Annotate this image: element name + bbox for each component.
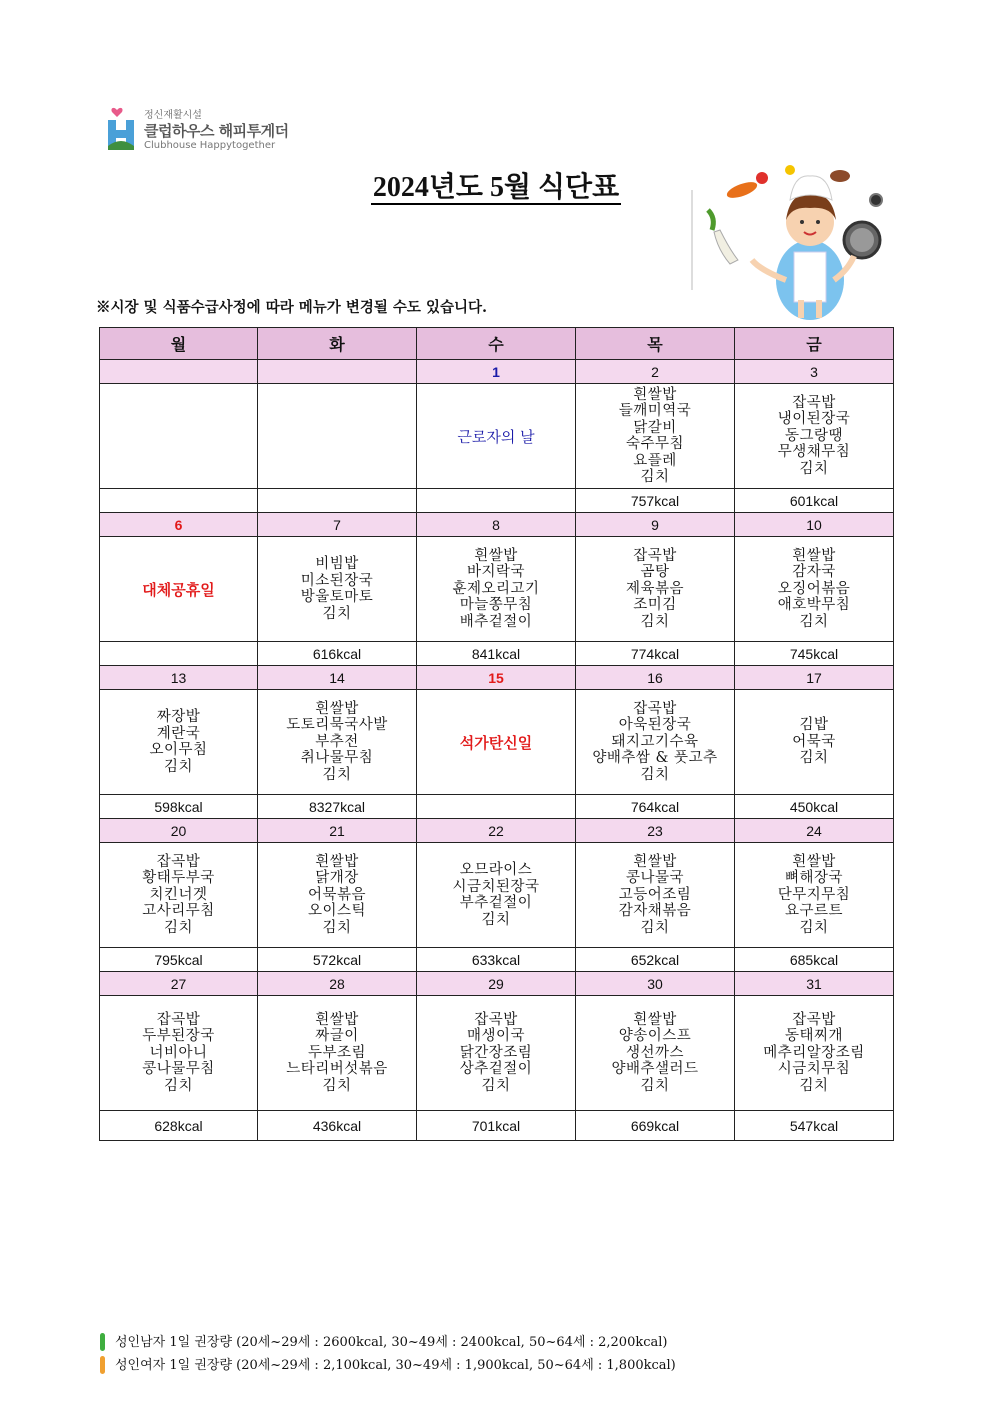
- menu-item: 숙주무침: [625, 436, 685, 452]
- kcal-row: [100, 642, 894, 666]
- menu-item: 치킨너겟: [149, 886, 208, 903]
- kcal-cell: [100, 642, 258, 666]
- menu-item: 김치: [640, 1077, 670, 1094]
- date-number: 6: [174, 516, 183, 533]
- menu-item: 두부조림: [307, 1044, 367, 1061]
- kcal-cell: 774kcal: [576, 642, 735, 666]
- menu-item: 오이무침: [149, 742, 208, 758]
- menu-item: 잡곡밥: [792, 1011, 836, 1028]
- date-row: [100, 360, 894, 384]
- date-number: 7: [333, 516, 341, 533]
- menu-item: 오이스틱: [307, 903, 367, 920]
- menu-item: 김치: [799, 460, 829, 477]
- kcal-cell: 795kcal: [100, 948, 258, 972]
- kcal-row: [100, 948, 894, 972]
- logo-english: Clubhouse Happytogether: [144, 140, 276, 151]
- menu-item: 계란국: [156, 725, 201, 742]
- menu-item: 김치: [163, 758, 193, 775]
- menu-item: 짜글이: [315, 1028, 359, 1045]
- menu-item: 양배추쌈 & 풋고추: [592, 750, 718, 767]
- menu-item: 흰쌀밥: [633, 1011, 677, 1028]
- menu-item: 너비아니: [149, 1044, 208, 1061]
- date-number: 27: [170, 975, 187, 992]
- chef-girl-illustration: [690, 160, 900, 320]
- kcal-cell: 616kcal: [258, 642, 417, 666]
- menu-cell: [576, 537, 735, 642]
- menu-item: 도토리묵국사발: [286, 717, 388, 734]
- date-cell: [258, 360, 417, 384]
- date-number: 15: [488, 669, 504, 686]
- date-row: [100, 666, 894, 690]
- menu-item: 어묵국: [792, 733, 836, 750]
- kcal-cell: 669kcal: [576, 1111, 735, 1141]
- menu-item: 흰쌀밥: [633, 386, 677, 403]
- date-number: 14: [329, 669, 345, 686]
- menu-cell: [576, 843, 735, 948]
- logo-small-text: 정신재활시설: [144, 110, 202, 121]
- kcal-cell: 547kcal: [735, 1111, 894, 1141]
- date-cell: [258, 513, 417, 537]
- date-cell: [100, 972, 258, 996]
- menu-item: 메추리알장조림: [763, 1044, 865, 1061]
- menu-item: 김치: [640, 766, 670, 783]
- menu-cell: [576, 996, 735, 1111]
- date-number: 17: [806, 669, 822, 686]
- menu-item: 잡곡밥: [633, 547, 677, 564]
- menu-item: 흰쌀밥: [474, 547, 518, 564]
- menu-item: 김치: [640, 613, 670, 630]
- menu-item: 부추겉절이: [459, 895, 533, 911]
- menu-item: 고사리무침: [142, 903, 215, 920]
- date-number: 9: [651, 516, 659, 533]
- menu-item: 김치: [322, 919, 352, 936]
- date-cell: [735, 819, 894, 843]
- date-cell: [735, 972, 894, 996]
- kcal-cell: 764kcal: [576, 795, 735, 819]
- menu-row: [100, 384, 894, 489]
- menu-cell: [417, 843, 576, 948]
- kcal-cell: 652kcal: [576, 948, 735, 972]
- kcal-row: [100, 795, 894, 819]
- menu-item: 닭개장: [315, 870, 359, 887]
- menu-item: 감자채볶음: [618, 903, 692, 920]
- kcal-cell: 701kcal: [417, 1111, 576, 1141]
- kcal-cell: 601kcal: [735, 489, 894, 513]
- menu-item: 양배추샐러드: [611, 1061, 699, 1078]
- date-number: 30: [647, 975, 663, 992]
- menu-cell: [735, 384, 894, 489]
- date-cell: [417, 513, 576, 537]
- kcal-cell: [417, 489, 576, 513]
- weekday-header: 화: [258, 328, 417, 360]
- menu-cell: [417, 537, 576, 642]
- date-number: 8: [492, 516, 500, 533]
- date-number: 28: [329, 975, 345, 992]
- menu-item: 잡곡밥: [792, 394, 836, 411]
- menu-cell: [258, 384, 417, 489]
- menu-item: 돼지고기수육: [611, 733, 699, 750]
- date-number: 20: [170, 822, 187, 839]
- menu-row: [100, 996, 894, 1111]
- menu-item: 동태찌개: [784, 1028, 844, 1045]
- menu-cell: [258, 690, 417, 795]
- date-cell: [735, 666, 894, 690]
- menu-item: 바지락국: [466, 564, 526, 581]
- menu-item: 훈제오리고기: [452, 580, 540, 597]
- date-number: 29: [488, 975, 504, 992]
- menu-row: [100, 843, 894, 948]
- kcal-cell: 745kcal: [735, 642, 894, 666]
- menu-item: 김치: [322, 1077, 352, 1094]
- menu-item: 콩나물국: [625, 870, 685, 887]
- menu-item: 고등어조림: [618, 886, 692, 903]
- menu-cell: [258, 996, 417, 1111]
- date-cell: [258, 972, 417, 996]
- menu-item: 잡곡밥: [156, 853, 201, 870]
- date-number: 23: [647, 822, 663, 839]
- menu-cell: [258, 843, 417, 948]
- menu-item: 흰쌀밥: [792, 853, 836, 870]
- kcal-cell: 572kcal: [258, 948, 417, 972]
- clubhouse-logo-icon: [104, 106, 138, 154]
- menu-item: 흰쌀밥: [315, 700, 359, 717]
- menu-item: 제육볶음: [625, 580, 685, 597]
- menu-cell: [735, 996, 894, 1111]
- menu-item: 김치: [799, 613, 829, 630]
- menu-item: 김치: [799, 750, 829, 767]
- menu-cell: [735, 690, 894, 795]
- menu-item: 미소된장국: [300, 572, 374, 589]
- kcal-cell: 628kcal: [100, 1111, 258, 1141]
- menu-item: 생선까스: [625, 1044, 685, 1061]
- menu-item: 김치: [322, 605, 352, 622]
- menu-cell: [417, 996, 576, 1111]
- kcal-cell: 450kcal: [735, 795, 894, 819]
- weekday-header: 금: [735, 328, 894, 360]
- menu-table: [99, 327, 894, 1141]
- weekday-header: 수: [417, 328, 576, 360]
- menu-item: 잡곡밥: [633, 700, 677, 717]
- menu-item: 어묵볶음: [307, 886, 367, 903]
- date-number: 3: [810, 363, 818, 380]
- menu-item: 김치: [481, 911, 511, 928]
- date-row: [100, 972, 894, 996]
- menu-cell: [735, 843, 894, 948]
- menu-item: 매생이국: [466, 1028, 526, 1045]
- date-cell: [100, 360, 258, 384]
- date-cell: [576, 666, 735, 690]
- kcal-cell: 841kcal: [417, 642, 576, 666]
- menu-item: 동그랑땡: [784, 427, 844, 444]
- menu-row: [100, 690, 894, 795]
- clubhouse-logo: [104, 100, 304, 160]
- menu-item: 요플레: [633, 452, 677, 469]
- date-cell: [417, 819, 576, 843]
- menu-item: 양송이스프: [618, 1028, 692, 1045]
- menu-cell: [100, 384, 258, 489]
- holiday-label: 근로자의 날: [457, 427, 535, 446]
- kcal-row: [100, 489, 894, 513]
- menu-item: 상추겉절이: [459, 1061, 533, 1078]
- menu-item: 비빔밥: [315, 556, 359, 572]
- date-cell: [100, 666, 258, 690]
- green-bar-icon: [100, 1333, 105, 1351]
- menu-item: 잡곡밥: [156, 1011, 201, 1028]
- menu-item: 아욱된장국: [618, 717, 692, 734]
- notice-text: ※시장 및 식품수급사정에 따라 메뉴가 변경될 수도 있습니다.: [96, 299, 488, 316]
- menu-cell: [417, 384, 576, 489]
- date-number: 1: [492, 363, 500, 380]
- date-cell: [735, 360, 894, 384]
- kcal-cell: 8327kcal: [258, 795, 417, 819]
- menu-item: 오므라이스: [459, 862, 533, 878]
- menu-item: 방울토마토: [300, 589, 374, 605]
- menu-item: 닭갈비: [633, 419, 677, 436]
- date-number: 21: [329, 822, 345, 839]
- menu-item: 흰쌀밥: [792, 547, 836, 564]
- menu-item: 김치: [481, 1077, 511, 1094]
- menu-item: 단무지무침: [777, 886, 851, 903]
- date-number: 10: [806, 516, 822, 533]
- menu-item: 뼈해장국: [784, 870, 844, 887]
- date-cell: [417, 972, 576, 996]
- menu-item: 배추겉절이: [459, 613, 533, 630]
- date-row: [100, 513, 894, 537]
- date-cell: [576, 360, 735, 384]
- menu-item: 취나물무침: [300, 750, 374, 767]
- menu-item: 김치: [799, 919, 829, 936]
- menu-item: 감자국: [792, 564, 836, 581]
- menu-item: 김치: [640, 469, 670, 485]
- menu-table-body: [100, 360, 894, 1141]
- date-cell: [258, 666, 417, 690]
- weekday-header: 월: [100, 328, 258, 360]
- menu-row: [100, 537, 894, 642]
- menu-item: 무생채무침: [777, 444, 851, 461]
- menu-item: 조미김: [633, 597, 677, 614]
- menu-item: 김치: [640, 919, 670, 936]
- holiday-label: 대체공휴일: [142, 580, 215, 599]
- kcal-cell: [258, 489, 417, 513]
- kcal-cell: 685kcal: [735, 948, 894, 972]
- menu-cell: [100, 537, 258, 642]
- menu-item: 애호박무침: [777, 597, 851, 614]
- kcal-cell: 757kcal: [576, 489, 735, 513]
- kcal-cell: 436kcal: [258, 1111, 417, 1141]
- menu-cell: [100, 996, 258, 1111]
- date-cell: [100, 513, 258, 537]
- date-number: 2: [651, 363, 659, 380]
- menu-item: 김치: [163, 1077, 193, 1094]
- date-cell: [576, 513, 735, 537]
- menu-cell: [735, 537, 894, 642]
- menu-item: 김치: [799, 1077, 829, 1094]
- date-cell: [576, 819, 735, 843]
- menu-cell: [100, 690, 258, 795]
- page-title-text: 2024년도 5월 식단표: [372, 172, 620, 203]
- kcal-cell: [417, 795, 576, 819]
- menu-item: 김치: [163, 919, 193, 936]
- kcal-cell: 598kcal: [100, 795, 258, 819]
- date-number: 22: [488, 822, 504, 839]
- menu-item: 황태두부국: [142, 870, 215, 887]
- menu-item: 김밥: [799, 717, 829, 734]
- weekday-header-row: [100, 328, 894, 360]
- menu-item: 두부된장국: [142, 1028, 215, 1045]
- date-number: 16: [647, 669, 663, 686]
- kcal-row: [100, 1111, 894, 1141]
- weekday-header: 목: [576, 328, 735, 360]
- menu-item: 흰쌀밥: [315, 1011, 359, 1028]
- menu-cell: [576, 690, 735, 795]
- date-number: 24: [806, 822, 822, 839]
- menu-item: 부추전: [315, 733, 359, 750]
- orange-bar-icon: [100, 1356, 105, 1374]
- date-cell: [258, 819, 417, 843]
- menu-item: 냉이된장국: [777, 411, 851, 428]
- menu-item: 콩나물무침: [142, 1061, 215, 1078]
- logo-name: 클럽하우스 해피투게더: [144, 122, 289, 140]
- date-cell: [735, 513, 894, 537]
- menu-cell: [100, 843, 258, 948]
- menu-cell: [576, 384, 735, 489]
- kcal-cell: 633kcal: [417, 948, 576, 972]
- date-number: 31: [806, 975, 822, 992]
- menu-item: 김치: [322, 766, 352, 783]
- menu-item: 흰쌀밥: [315, 853, 359, 870]
- date-cell: [100, 819, 258, 843]
- date-cell: [417, 666, 576, 690]
- holiday-label: 석가탄신일: [459, 733, 533, 752]
- menu-item: 곰탕: [640, 564, 670, 581]
- menu-item: 시금치무침: [777, 1061, 851, 1078]
- footer-text: 성인여자 1일 권장량 (20세~29세 : 2,100kcal, 30~49세 : 1,900kcal, 50~64세 : 1,800kcal): [115, 1358, 676, 1373]
- menu-item: 느타리버섯볶음: [286, 1061, 388, 1078]
- menu-item: 잡곡밥: [474, 1011, 518, 1028]
- menu-item: 오징어볶음: [777, 580, 851, 597]
- menu-item: 마늘쫑무침: [459, 597, 533, 614]
- date-cell: [576, 972, 735, 996]
- menu-item: 시금치된장국: [452, 878, 540, 895]
- menu-cell: [417, 690, 576, 795]
- date-number: 13: [170, 669, 187, 686]
- menu-item: 들깨미역국: [618, 403, 692, 419]
- footer-text: 성인남자 1일 권장량 (20세~29세 : 2600kcal, 30~49세 : 2400kcal, 50~64세 : 2,200kcal): [115, 1335, 668, 1350]
- menu-item: 짜장밥: [156, 709, 201, 725]
- menu-item: 요구르트: [784, 903, 844, 920]
- date-cell: [417, 360, 576, 384]
- menu-item: 흰쌀밥: [633, 853, 677, 870]
- date-row: [100, 819, 894, 843]
- menu-item: 닭간장조림: [459, 1044, 533, 1061]
- menu-cell: [258, 537, 417, 642]
- kcal-cell: [100, 489, 258, 513]
